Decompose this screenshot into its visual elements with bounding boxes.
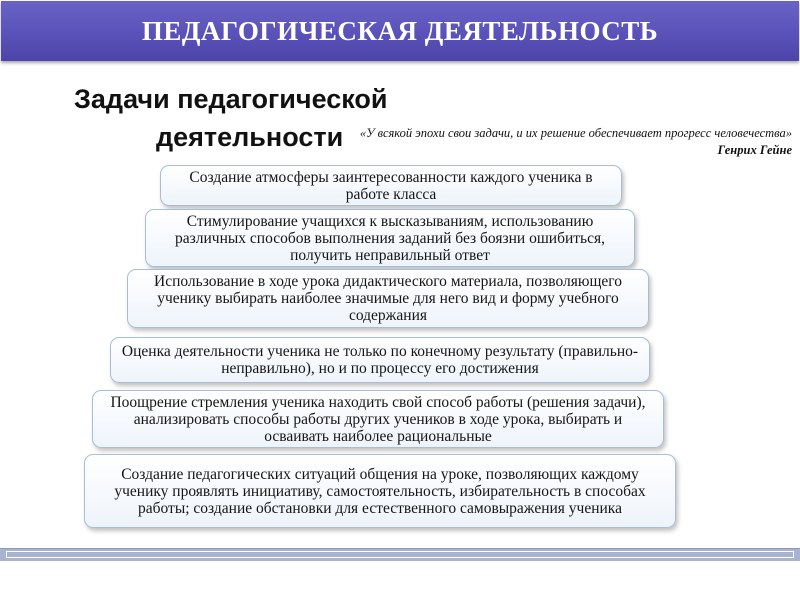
footer-decorative-bar [0, 548, 800, 561]
pyramid-tier-3: Использование в ходе урока дидактического материала, позволяющего ученику выбирать наиболее значимые для него вид и форму учебного содержания [127, 269, 649, 328]
quote-text: «У всякой эпохи свои задачи, и их решение обеспечивает прогресс человечества» [359, 126, 792, 140]
pyramid-tier-6: Создание педагогических ситуаций общения на уроке, позволяющих каждому ученику проявлять инициативу, самостоятельность, избирательность в способах работы; создание обстановки для естественного самовыражения ученика [84, 454, 676, 528]
pyramid-tier-1: Создание атмосферы заинтересованности каждого ученика в работе класса [160, 165, 622, 206]
heading-line-1: Задачи педагогической [74, 84, 388, 114]
heading-line-2: деятельности [156, 122, 344, 152]
pyramid-tier-4: Оценка деятельности ученика не только по конечному результату (правильно-неправильно), но и по процессу его достижения [110, 337, 650, 383]
pyramid-tier-2: Стимулирование учащихся к высказываниям, использованию различных способов выполнения заданий без боязни ошибиться, получить неправильный ответ [145, 209, 635, 267]
slide-title: ПЕДАГОГИЧЕСКАЯ ДЕЯТЕЛЬНОСТЬ [141, 15, 659, 46]
pyramid-tier-5: Поощрение стремления ученика находить свой способ работы (решения задачи), анализировать способы работы других учеников в ходе урока, выбирать и осваивать наиболее рациональные [92, 390, 664, 448]
quote-author: Генрих Гейне [717, 143, 792, 157]
footer-inner-line [6, 551, 794, 558]
